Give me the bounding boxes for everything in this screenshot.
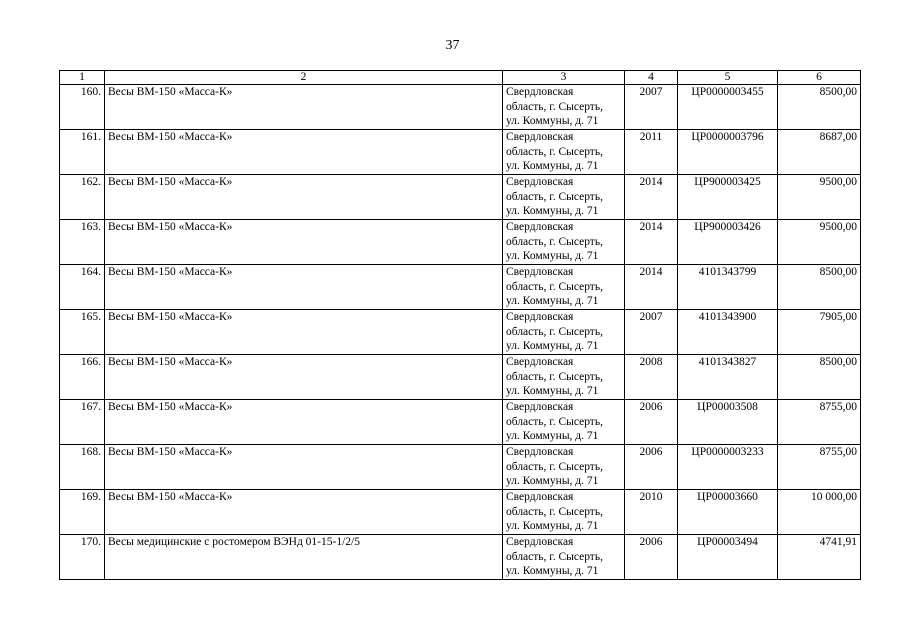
table-row (60, 490, 861, 535)
year-cell: 2006 (625, 400, 678, 445)
address-cell (503, 445, 625, 490)
table-header-row (60, 71, 861, 85)
year-cell: 2006 (625, 445, 678, 490)
item-name-cell: Весы медицинские с ростомером ВЭНд 01-15-1/2/5 (105, 535, 503, 580)
address-line: Свердловская (506, 176, 574, 188)
item-name-cell: Весы ВМ-150 «Масса-К» (105, 130, 503, 175)
cost-cell: 8687,00 (778, 130, 861, 175)
cost-cell: 8500,00 (778, 355, 861, 400)
table-row (60, 445, 861, 490)
address-line: Свердловская (506, 536, 574, 548)
cost-cell: 10 000,00 (778, 490, 861, 535)
address-cell (503, 85, 625, 130)
item-name-cell: Весы ВМ-150 «Масса-К» (105, 355, 503, 400)
inventory-number-cell: 4101343900 (678, 310, 778, 355)
address-line: Свердловская (506, 311, 574, 323)
address-cell (503, 535, 625, 580)
row-number-cell: 166. (60, 355, 105, 400)
item-name-cell: Весы ВМ-150 «Масса-К» (105, 310, 503, 355)
year-cell: 2010 (625, 490, 678, 535)
item-name-cell: Весы ВМ-150 «Масса-К» (105, 175, 503, 220)
address-line: Свердловская (506, 491, 574, 503)
address-line: область, г. Сысерть, (506, 100, 603, 113)
inventory-number-cell: ЦР00003660 (678, 490, 778, 535)
address-line: область, г. Сысерть, (506, 190, 603, 203)
inventory-number-cell: ЦР900003425 (678, 175, 778, 220)
address-line: Свердловская (506, 446, 574, 458)
year-cell: 2008 (625, 355, 678, 400)
inventory-number-cell: 4101343799 (678, 265, 778, 310)
column-header: 4 (625, 71, 678, 85)
inventory-number-cell: ЦР0000003455 (678, 85, 778, 130)
address-line: область, г. Сысерть, (506, 370, 603, 383)
address-cell (503, 355, 625, 400)
column-header: 6 (778, 71, 861, 85)
address-line: Свердловская (506, 356, 574, 368)
table-row (60, 355, 861, 400)
cost-cell: 9500,00 (778, 220, 861, 265)
inventory-number-cell: 4101343827 (678, 355, 778, 400)
address-cell (503, 220, 625, 265)
inventory-number-cell: ЦР00003508 (678, 400, 778, 445)
address-line: область, г. Сысерть, (506, 235, 603, 248)
cost-cell: 8755,00 (778, 400, 861, 445)
table-row (60, 310, 861, 355)
table-row (60, 175, 861, 220)
year-cell: 2014 (625, 220, 678, 265)
row-number-cell: 161. (60, 130, 105, 175)
address-line: Свердловская (506, 401, 574, 413)
cost-cell: 9500,00 (778, 175, 861, 220)
cost-cell: 8500,00 (778, 265, 861, 310)
address-line: ул. Коммуны, д. 71 (506, 340, 599, 352)
address-line: ул. Коммуны, д. 71 (506, 385, 599, 397)
table-row (60, 85, 861, 130)
row-number-cell: 168. (60, 445, 105, 490)
column-header: 2 (105, 71, 503, 85)
address-line: область, г. Сысерть, (506, 280, 603, 293)
address-line: ул. Коммуны, д. 71 (506, 430, 599, 442)
address-line: ул. Коммуны, д. 71 (506, 250, 599, 262)
address-cell (503, 310, 625, 355)
row-number-cell: 160. (60, 85, 105, 130)
item-name-cell: Весы ВМ-150 «Масса-К» (105, 265, 503, 310)
table-row (60, 130, 861, 175)
year-cell: 2014 (625, 175, 678, 220)
address-line: Свердловская (506, 86, 574, 98)
row-number-cell: 169. (60, 490, 105, 535)
row-number-cell: 163. (60, 220, 105, 265)
inventory-number-cell: ЦР00003494 (678, 535, 778, 580)
inventory-table (59, 70, 861, 580)
inventory-number-cell: ЦР900003426 (678, 220, 778, 265)
row-number-cell: 170. (60, 535, 105, 580)
item-name-cell: Весы ВМ-150 «Масса-К» (105, 400, 503, 445)
address-line: ул. Коммуны, д. 71 (506, 475, 599, 487)
item-name-cell: Весы ВМ-150 «Масса-К» (105, 490, 503, 535)
address-line: ул. Коммуны, д. 71 (506, 115, 599, 127)
address-cell (503, 400, 625, 445)
address-line: ул. Коммуны, д. 71 (506, 295, 599, 307)
address-line: ул. Коммуны, д. 71 (506, 205, 599, 217)
address-line: Свердловская (506, 221, 574, 233)
address-line: область, г. Сысерть, (506, 505, 603, 518)
cost-cell: 8755,00 (778, 445, 861, 490)
address-line: область, г. Сысерть, (506, 415, 603, 428)
row-number-cell: 165. (60, 310, 105, 355)
table-row (60, 535, 861, 580)
row-number-cell: 167. (60, 400, 105, 445)
cost-cell: 7905,00 (778, 310, 861, 355)
address-cell (503, 490, 625, 535)
address-line: ул. Коммуны, д. 71 (506, 160, 599, 172)
column-header: 3 (503, 71, 625, 85)
address-line: Свердловская (506, 266, 574, 278)
row-number-cell: 162. (60, 175, 105, 220)
page-number: 37 (445, 38, 460, 53)
cost-cell: 8500,00 (778, 85, 861, 130)
item-name-cell: Весы ВМ-150 «Масса-К» (105, 85, 503, 130)
address-line: ул. Коммуны, д. 71 (506, 565, 599, 577)
year-cell: 2014 (625, 265, 678, 310)
year-cell: 2011 (625, 130, 678, 175)
address-line: область, г. Сысерть, (506, 145, 603, 158)
column-header: 1 (60, 71, 105, 85)
year-cell: 2006 (625, 535, 678, 580)
address-line: область, г. Сысерть, (506, 460, 603, 473)
address-line: область, г. Сысерть, (506, 325, 603, 338)
row-number-cell: 164. (60, 265, 105, 310)
cost-cell: 4741,91 (778, 535, 861, 580)
address-cell (503, 265, 625, 310)
table-row (60, 220, 861, 265)
address-line: ул. Коммуны, д. 71 (506, 520, 599, 532)
item-name-cell: Весы ВМ-150 «Масса-К» (105, 445, 503, 490)
address-line: область, г. Сысерть, (506, 550, 603, 563)
table-row (60, 265, 861, 310)
table-row (60, 400, 861, 445)
inventory-number-cell: ЦР0000003796 (678, 130, 778, 175)
item-name-cell: Весы ВМ-150 «Масса-К» (105, 220, 503, 265)
inventory-number-cell: ЦР0000003233 (678, 445, 778, 490)
address-cell (503, 175, 625, 220)
address-cell (503, 130, 625, 175)
year-cell: 2007 (625, 85, 678, 130)
address-line: Свердловская (506, 131, 574, 143)
column-header: 5 (678, 71, 778, 85)
year-cell: 2007 (625, 310, 678, 355)
